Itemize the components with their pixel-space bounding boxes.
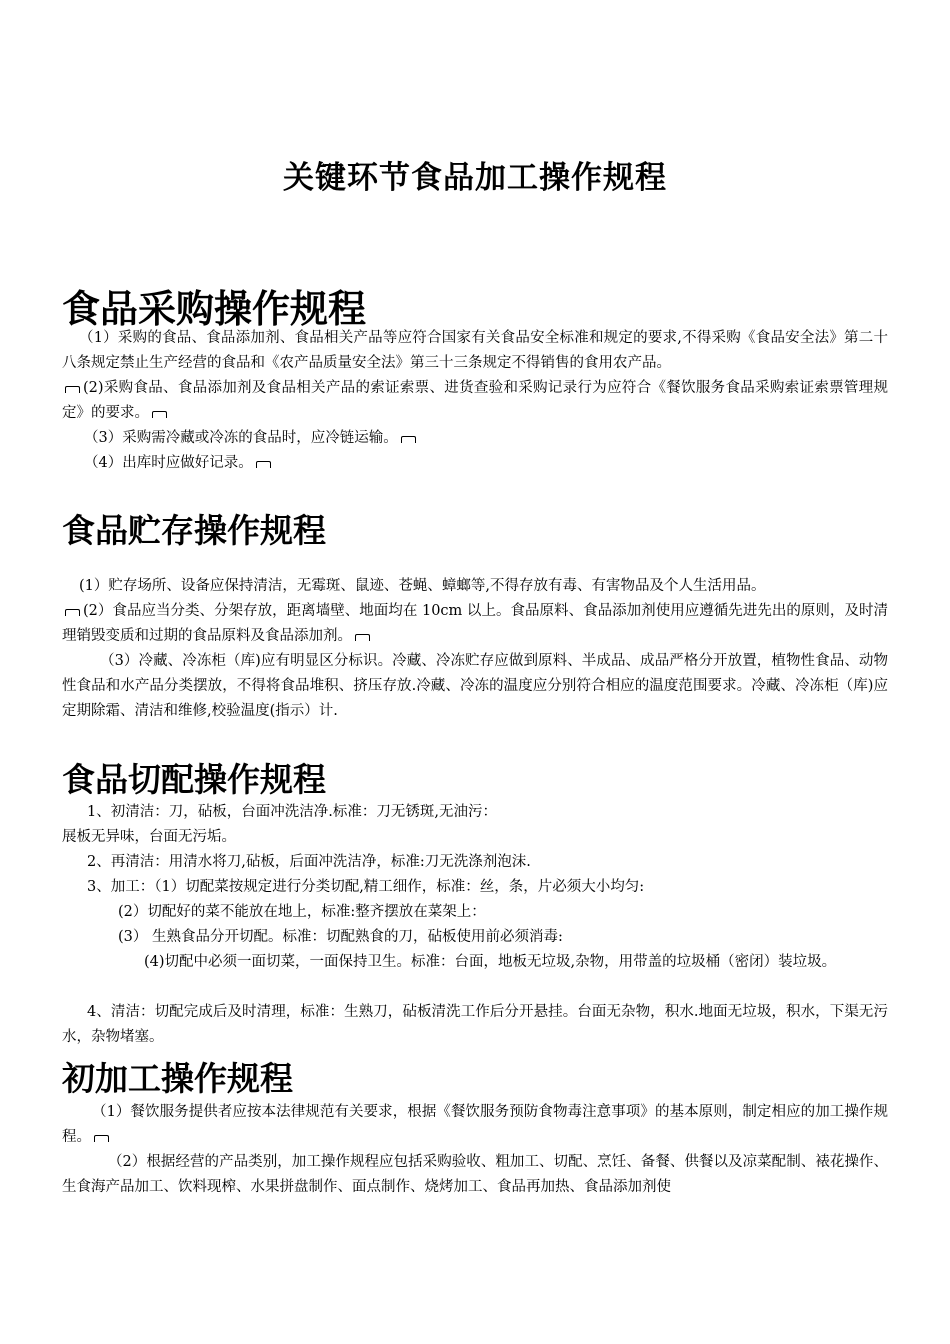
- paragraph: （1）餐饮服务提供者应按本法律规范有关要求，根据《餐饮服务预防食物毒注意事项》的基本原则，制定相应的加工操作规程。: [62, 1104, 888, 1145]
- paragraph: （3）冷藏、冷冻柜（库)应有明显区分标识。冷藏、冷冻贮存应做到原料、半成品、成品严格分开放置，植物性食品、动物性食品和水产品分类摆放，不得将食品堆积、挤压存放.冷藏、冷冻的温度应分别符合相应的温度范围要求。冷藏、冷冻柜（库)应定期除霜、清洁和维修,校验温度(指示）计.: [62, 653, 888, 719]
- paragraph: (2)采购食品、食品添加剂及食品相关产品的索证索票、进货查验和采购记录行为应符合《餐饮服务食品采购索证索票管理规定》的要求。: [62, 380, 888, 421]
- section-heading-purchase: 食品采购操作规程: [62, 287, 367, 331]
- paragraph: (2）切配好的菜不能放在地上，标准:整齐摆放在菜架上：: [118, 904, 486, 920]
- paragraph: 2、再清洁：用清水将刀,砧板，后面冲洗洁净，标准:刀无洗涤剂泡沫.: [87, 854, 531, 870]
- paragraph: 3、加工：（1）切配菜按规定进行分类切配,精工细作，标准：丝，条，片必须大小均匀:: [87, 879, 645, 895]
- paragraph-mark-icon: [65, 386, 80, 393]
- paragraph: 1、初清洁：刀，砧板，台面冲洗洁净.标准：刀无锈斑,无油污：: [87, 804, 497, 820]
- paragraph: （4）出库时应做好记录。: [62, 451, 888, 476]
- section-heading-storage: 食品贮存操作规程: [62, 511, 326, 550]
- paragraph: (3） 生熟食品分开切配。标准：切配熟食的刀，砧板使用前必须消毒:: [118, 929, 563, 945]
- paragraph-mark-icon: [94, 1135, 109, 1142]
- paragraph: (2）食品应当分类、分架存放，距离墙壁、地面均在 10cm 以上。食品原料、食品添加剂使用应遵循先进先出的原则，及时清理销毁变质和过期的食品原料及食品添加剂。: [62, 603, 888, 644]
- paragraph: 展板无异味，台面无污垢。: [62, 829, 236, 845]
- paragraph-mark-icon: [152, 411, 167, 418]
- paragraph-mark-icon: [256, 461, 271, 468]
- document-title: 关键环节食品加工操作规程: [283, 160, 667, 196]
- section-heading-preprocessing: 初加工操作规程: [62, 1059, 293, 1098]
- paragraph: (1）贮存场所、设备应保持清洁，无霉斑、鼠迹、苍蝇、蟑螂等,不得存放有毒、有害物品及个人生活用品。: [79, 578, 766, 594]
- paragraph-mark-icon: [401, 436, 416, 443]
- paragraph: 4、清洁：切配完成后及时清理，标准：生熟刀，砧板清洗工作后分开悬挂。台面无杂物，积水.地面无垃圾，积水，下渠无污水，杂物堵塞。: [62, 1004, 888, 1045]
- paragraph: （2）根据经营的产品类别，加工操作规程应包括采购验收、粗加工、切配、烹饪、备餐、供餐以及凉菜配制、裱花操作、生食海产品加工、饮料现榨、水果拼盘制作、面点制作、烧烤加工、食品再加热、食品添加剂使: [62, 1154, 888, 1195]
- paragraph: (4)切配中必须一面切菜，一面保持卫生。标准：台面，地板无垃圾,杂物，用带盖的垃圾桶（密闭）装垃圾。: [144, 954, 837, 970]
- paragraph-mark-icon: [355, 634, 370, 641]
- paragraph: （3）采购需冷藏或冷冻的食品时，应冷链运输。: [62, 426, 888, 451]
- paragraph-mark-icon: [65, 609, 80, 616]
- paragraph: （1）采购的食品、食品添加剂、食品相关产品等应符合国家有关食品安全标准和规定的要求,不得采购《食品安全法》第二十八条规定禁止生产经营的食品和《农产品质量安全法》第三十三条规定不得销售的食用农产品。: [62, 330, 888, 371]
- section-heading-cutting: 食品切配操作规程: [62, 760, 326, 799]
